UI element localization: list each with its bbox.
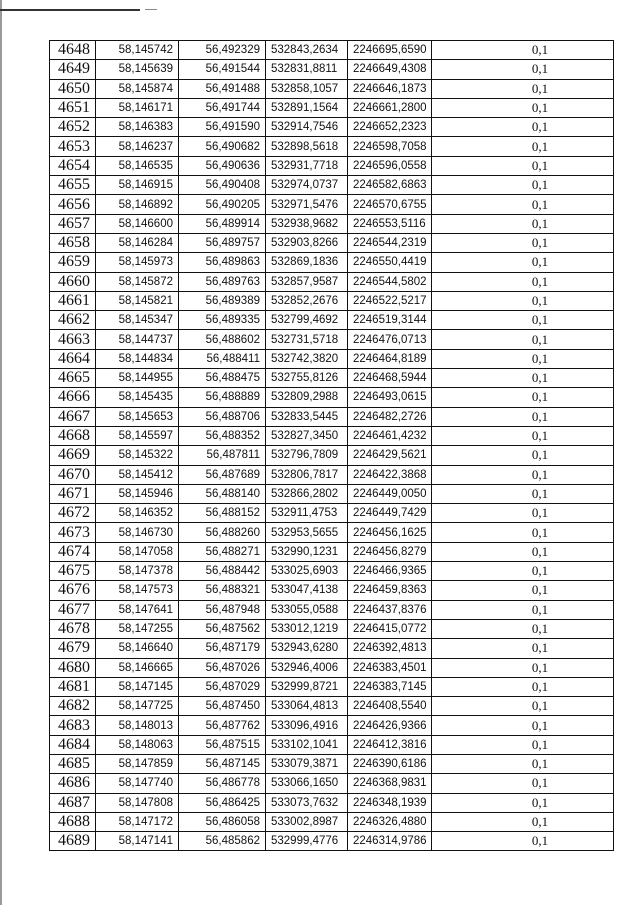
latitude-cell: 58,146171 [96,98,179,117]
latitude-cell: 58,146665 [96,658,179,677]
y-coordinate-cell: 2246598,7058 [348,137,432,156]
x-coordinate-cell: 532806,7817 [266,465,348,484]
table-row [50,542,614,561]
x-coordinate-cell: 532866,2802 [266,484,348,503]
latitude-cell: 58,145653 [96,407,179,426]
latitude-cell: 58,147641 [96,600,179,619]
x-coordinate-cell: 533002,8987 [266,812,348,831]
x-coordinate-cell: 533012,1219 [266,619,348,638]
longitude-cell: 56,489757 [179,233,266,252]
longitude-cell: 56,487026 [179,658,266,677]
latitude-cell: 58,145821 [96,291,179,310]
latitude-cell: 58,148013 [96,716,179,735]
latitude-cell: 58,147141 [96,832,179,851]
x-coordinate-cell: 532755,8126 [266,369,348,388]
longitude-cell: 56,487562 [179,619,266,638]
table-row [50,214,614,233]
table-row [50,484,614,503]
y-coordinate-cell: 2246493,0615 [348,388,432,407]
x-coordinate-cell: 532858,1057 [266,79,348,98]
accuracy-cell: 0,1 [432,542,614,561]
table-row [50,369,614,388]
y-coordinate-cell: 2246695,6590 [348,41,432,60]
x-coordinate-cell: 532831,8811 [266,60,348,79]
point-number: 4685 [50,754,96,773]
x-coordinate-cell: 532852,2676 [266,291,348,310]
point-number: 4687 [50,793,96,812]
table-row [50,426,614,445]
accuracy-cell: 0,1 [432,156,614,175]
latitude-cell: 58,145742 [96,41,179,60]
longitude-cell: 56,488442 [179,562,266,581]
latitude-cell: 58,145874 [96,79,179,98]
y-coordinate-cell: 2246466,9365 [348,562,432,581]
point-number: 4674 [50,542,96,561]
table-row [50,79,614,98]
accuracy-cell: 0,1 [432,118,614,137]
accuracy-cell: 0,1 [432,60,614,79]
accuracy-cell: 0,1 [432,388,614,407]
y-coordinate-cell: 2246652,2323 [348,118,432,137]
longitude-cell: 56,485862 [179,832,266,851]
y-coordinate-cell: 2246437,8376 [348,600,432,619]
table-row [50,793,614,812]
longitude-cell: 56,487179 [179,639,266,658]
point-number: 4683 [50,716,96,735]
accuracy-cell: 0,1 [432,407,614,426]
table-row [50,504,614,523]
table-row [50,118,614,137]
x-coordinate-cell: 532731,5718 [266,330,348,349]
point-number: 4676 [50,581,96,600]
x-coordinate-cell: 532974,0737 [266,176,348,195]
point-number: 4669 [50,446,96,465]
x-coordinate-cell: 532898,5618 [266,137,348,156]
y-coordinate-cell: 2246383,7145 [348,677,432,696]
accuracy-cell: 0,1 [432,272,614,291]
table-row [50,735,614,754]
x-coordinate-cell: 532938,9682 [266,214,348,233]
x-coordinate-cell: 532843,2634 [266,41,348,60]
y-coordinate-cell: 2246415,0772 [348,619,432,638]
scan-left-edge [0,0,2,905]
x-coordinate-cell: 532857,9587 [266,272,348,291]
latitude-cell: 58,146915 [96,176,179,195]
point-number: 4663 [50,330,96,349]
x-coordinate-cell: 532990,1231 [266,542,348,561]
point-number: 4677 [50,600,96,619]
table-row [50,407,614,426]
longitude-cell: 56,488260 [179,523,266,542]
table-row [50,754,614,773]
latitude-cell: 58,144955 [96,369,179,388]
table-row [50,446,614,465]
y-coordinate-cell: 2246408,5540 [348,697,432,716]
point-number: 4670 [50,465,96,484]
accuracy-cell: 0,1 [432,253,614,272]
y-coordinate-cell: 2246368,9831 [348,774,432,793]
longitude-cell: 56,490682 [179,137,266,156]
y-coordinate-cell: 2246550,4419 [348,253,432,272]
table-row [50,812,614,831]
longitude-cell: 56,488411 [179,349,266,368]
latitude-cell: 58,146892 [96,195,179,214]
table-row [50,98,614,117]
y-coordinate-cell: 2246348,1939 [348,793,432,812]
accuracy-cell: 0,1 [432,484,614,503]
latitude-cell: 58,145872 [96,272,179,291]
latitude-cell: 58,147145 [96,677,179,696]
x-coordinate-cell: 532809,2988 [266,388,348,407]
x-coordinate-cell: 533066,1650 [266,774,348,793]
y-coordinate-cell: 2246596,0558 [348,156,432,175]
longitude-cell: 56,488706 [179,407,266,426]
accuracy-cell: 0,1 [432,330,614,349]
y-coordinate-cell: 2246456,8279 [348,542,432,561]
point-number: 4682 [50,697,96,716]
y-coordinate-cell: 2246544,2319 [348,233,432,252]
accuracy-cell: 0,1 [432,504,614,523]
y-coordinate-cell: 2246582,6863 [348,176,432,195]
longitude-cell: 56,488475 [179,369,266,388]
point-number: 4664 [50,349,96,368]
table-row [50,658,614,677]
y-coordinate-cell: 2246429,5621 [348,446,432,465]
table-row [50,716,614,735]
accuracy-cell: 0,1 [432,426,614,445]
point-number: 4673 [50,523,96,542]
longitude-cell: 56,487811 [179,446,266,465]
point-number: 4649 [50,60,96,79]
longitude-cell: 56,488271 [179,542,266,561]
point-number: 4688 [50,812,96,831]
latitude-cell: 58,147058 [96,542,179,561]
latitude-cell: 58,147378 [96,562,179,581]
latitude-cell: 58,145973 [96,253,179,272]
table-row [50,600,614,619]
accuracy-cell: 0,1 [432,98,614,117]
x-coordinate-cell: 533055,0588 [266,600,348,619]
longitude-cell: 56,491744 [179,98,266,117]
latitude-cell: 58,145597 [96,426,179,445]
point-number: 4686 [50,774,96,793]
latitude-cell: 58,147255 [96,619,179,638]
y-coordinate-cell: 2246459,8363 [348,581,432,600]
accuracy-cell: 0,1 [432,735,614,754]
longitude-cell: 56,487689 [179,465,266,484]
table-row [50,311,614,330]
x-coordinate-cell: 532914,7546 [266,118,348,137]
longitude-cell: 56,486425 [179,793,266,812]
table-row [50,832,614,851]
point-number: 4684 [50,735,96,754]
accuracy-cell: 0,1 [432,523,614,542]
point-number: 4657 [50,214,96,233]
y-coordinate-cell: 2246383,4501 [348,658,432,677]
accuracy-cell: 0,1 [432,754,614,773]
y-coordinate-cell: 2246314,9786 [348,832,432,851]
x-coordinate-cell: 532869,1836 [266,253,348,272]
table-row [50,523,614,542]
point-number: 4650 [50,79,96,98]
latitude-cell: 58,145435 [96,388,179,407]
x-coordinate-cell: 533102,1041 [266,735,348,754]
x-coordinate-cell: 532799,4692 [266,311,348,330]
table-row [50,195,614,214]
table-row [50,330,614,349]
x-coordinate-cell: 532999,8721 [266,677,348,696]
table-row [50,291,614,310]
coordinates-table [49,40,614,851]
table-row [50,639,614,658]
y-coordinate-cell: 2246482,2726 [348,407,432,426]
longitude-cell: 56,489763 [179,272,266,291]
longitude-cell: 56,489335 [179,311,266,330]
y-coordinate-cell: 2246426,9366 [348,716,432,735]
accuracy-cell: 0,1 [432,176,614,195]
y-coordinate-cell: 2246553,5116 [348,214,432,233]
point-number: 4659 [50,253,96,272]
table-row [50,253,614,272]
longitude-cell: 56,488602 [179,330,266,349]
point-number: 4671 [50,484,96,503]
longitude-cell: 56,491488 [179,79,266,98]
longitude-cell: 56,489863 [179,253,266,272]
longitude-cell: 56,487145 [179,754,266,773]
accuracy-cell: 0,1 [432,291,614,310]
x-coordinate-cell: 532827,3450 [266,426,348,445]
latitude-cell: 58,148063 [96,735,179,754]
latitude-cell: 58,147172 [96,812,179,831]
x-coordinate-cell: 532742,3820 [266,349,348,368]
longitude-cell: 56,487762 [179,716,266,735]
table-row [50,176,614,195]
table-row [50,774,614,793]
point-number: 4653 [50,137,96,156]
latitude-cell: 58,147725 [96,697,179,716]
accuracy-cell: 0,1 [432,832,614,851]
latitude-cell: 58,145347 [96,311,179,330]
point-number: 4667 [50,407,96,426]
point-number: 4661 [50,291,96,310]
x-coordinate-cell: 532911,4753 [266,504,348,523]
x-coordinate-cell: 532931,7718 [266,156,348,175]
latitude-cell: 58,146352 [96,504,179,523]
x-coordinate-cell: 532903,8266 [266,233,348,252]
x-coordinate-cell: 532796,7809 [266,446,348,465]
point-number: 4668 [50,426,96,445]
table-row [50,233,614,252]
latitude-cell: 58,145639 [96,60,179,79]
accuracy-cell: 0,1 [432,137,614,156]
accuracy-cell: 0,1 [432,41,614,60]
point-number: 4680 [50,658,96,677]
table-row [50,581,614,600]
x-coordinate-cell: 533064,4813 [266,697,348,716]
point-number: 4689 [50,832,96,851]
point-number: 4660 [50,272,96,291]
table-row [50,60,614,79]
y-coordinate-cell: 2246461,4232 [348,426,432,445]
latitude-cell: 58,144737 [96,330,179,349]
point-number: 4679 [50,639,96,658]
x-coordinate-cell: 532833,5445 [266,407,348,426]
point-number: 4662 [50,311,96,330]
y-coordinate-cell: 2246390,6186 [348,754,432,773]
y-coordinate-cell: 2246544,5802 [348,272,432,291]
y-coordinate-cell: 2246646,1873 [348,79,432,98]
scan-artifact-mark [145,9,157,10]
y-coordinate-cell: 2246476,0713 [348,330,432,349]
y-coordinate-cell: 2246519,3144 [348,311,432,330]
accuracy-cell: 0,1 [432,639,614,658]
latitude-cell: 58,147573 [96,581,179,600]
longitude-cell: 56,488152 [179,504,266,523]
longitude-cell: 56,489389 [179,291,266,310]
latitude-cell: 58,147859 [96,754,179,773]
longitude-cell: 56,487029 [179,677,266,696]
table-row [50,619,614,638]
accuracy-cell: 0,1 [432,581,614,600]
table-row [50,41,614,60]
accuracy-cell: 0,1 [432,79,614,98]
longitude-cell: 56,487450 [179,697,266,716]
latitude-cell: 58,145412 [96,465,179,484]
table-row [50,697,614,716]
accuracy-cell: 0,1 [432,562,614,581]
accuracy-cell: 0,1 [432,716,614,735]
y-coordinate-cell: 2246449,0050 [348,484,432,503]
y-coordinate-cell: 2246649,4308 [348,60,432,79]
accuracy-cell: 0,1 [432,697,614,716]
x-coordinate-cell: 532971,5476 [266,195,348,214]
x-coordinate-cell: 533096,4916 [266,716,348,735]
accuracy-cell: 0,1 [432,233,614,252]
latitude-cell: 58,146237 [96,137,179,156]
latitude-cell: 58,146600 [96,214,179,233]
point-number: 4654 [50,156,96,175]
latitude-cell: 58,146640 [96,639,179,658]
table-row [50,562,614,581]
longitude-cell: 56,491590 [179,118,266,137]
table-row [50,156,614,175]
latitude-cell: 58,146383 [96,118,179,137]
point-number: 4655 [50,176,96,195]
y-coordinate-cell: 2246661,2800 [348,98,432,117]
longitude-cell: 56,487948 [179,600,266,619]
latitude-cell: 58,146535 [96,156,179,175]
accuracy-cell: 0,1 [432,619,614,638]
table-row [50,137,614,156]
longitude-cell: 56,486778 [179,774,266,793]
latitude-cell: 58,147808 [96,793,179,812]
accuracy-cell: 0,1 [432,349,614,368]
latitude-cell: 58,146730 [96,523,179,542]
latitude-cell: 58,145946 [96,484,179,503]
latitude-cell: 58,144834 [96,349,179,368]
latitude-cell: 58,145322 [96,446,179,465]
y-coordinate-cell: 2246422,3868 [348,465,432,484]
y-coordinate-cell: 2246468,5944 [348,369,432,388]
longitude-cell: 56,486058 [179,812,266,831]
accuracy-cell: 0,1 [432,600,614,619]
scan-artifact-line [0,9,140,11]
point-number: 4658 [50,233,96,252]
x-coordinate-cell: 532999,4776 [266,832,348,851]
y-coordinate-cell: 2246326,4880 [348,812,432,831]
coordinates-table-body [50,41,614,851]
y-coordinate-cell: 2246464,8189 [348,349,432,368]
y-coordinate-cell: 2246456,1625 [348,523,432,542]
table-row [50,677,614,696]
accuracy-cell: 0,1 [432,774,614,793]
point-number: 4672 [50,504,96,523]
x-coordinate-cell: 532953,5655 [266,523,348,542]
point-number: 4678 [50,619,96,638]
point-number: 4675 [50,562,96,581]
accuracy-cell: 0,1 [432,465,614,484]
x-coordinate-cell: 533073,7632 [266,793,348,812]
point-number: 4681 [50,677,96,696]
accuracy-cell: 0,1 [432,446,614,465]
point-number: 4666 [50,388,96,407]
x-coordinate-cell: 532943,6280 [266,639,348,658]
accuracy-cell: 0,1 [432,214,614,233]
y-coordinate-cell: 2246412,3816 [348,735,432,754]
longitude-cell: 56,491544 [179,60,266,79]
accuracy-cell: 0,1 [432,195,614,214]
accuracy-cell: 0,1 [432,793,614,812]
accuracy-cell: 0,1 [432,812,614,831]
longitude-cell: 56,489914 [179,214,266,233]
x-coordinate-cell: 533025,6903 [266,562,348,581]
y-coordinate-cell: 2246570,6755 [348,195,432,214]
accuracy-cell: 0,1 [432,369,614,388]
longitude-cell: 56,488352 [179,426,266,445]
y-coordinate-cell: 2246522,5217 [348,291,432,310]
point-number: 4656 [50,195,96,214]
accuracy-cell: 0,1 [432,658,614,677]
point-number: 4648 [50,41,96,60]
accuracy-cell: 0,1 [432,677,614,696]
y-coordinate-cell: 2246449,7429 [348,504,432,523]
longitude-cell: 56,490408 [179,176,266,195]
longitude-cell: 56,488889 [179,388,266,407]
y-coordinate-cell: 2246392,4813 [348,639,432,658]
accuracy-cell: 0,1 [432,311,614,330]
longitude-cell: 56,487515 [179,735,266,754]
table-row [50,388,614,407]
longitude-cell: 56,492329 [179,41,266,60]
table-row [50,349,614,368]
longitude-cell: 56,490205 [179,195,266,214]
latitude-cell: 58,147740 [96,774,179,793]
table-row [50,272,614,291]
x-coordinate-cell: 532946,4006 [266,658,348,677]
latitude-cell: 58,146284 [96,233,179,252]
longitude-cell: 56,490636 [179,156,266,175]
table-row [50,465,614,484]
x-coordinate-cell: 533047,4138 [266,581,348,600]
point-number: 4651 [50,98,96,117]
point-number: 4652 [50,118,96,137]
longitude-cell: 56,488321 [179,581,266,600]
x-coordinate-cell: 532891,1564 [266,98,348,117]
longitude-cell: 56,488140 [179,484,266,503]
x-coordinate-cell: 533079,3871 [266,754,348,773]
point-number: 4665 [50,369,96,388]
